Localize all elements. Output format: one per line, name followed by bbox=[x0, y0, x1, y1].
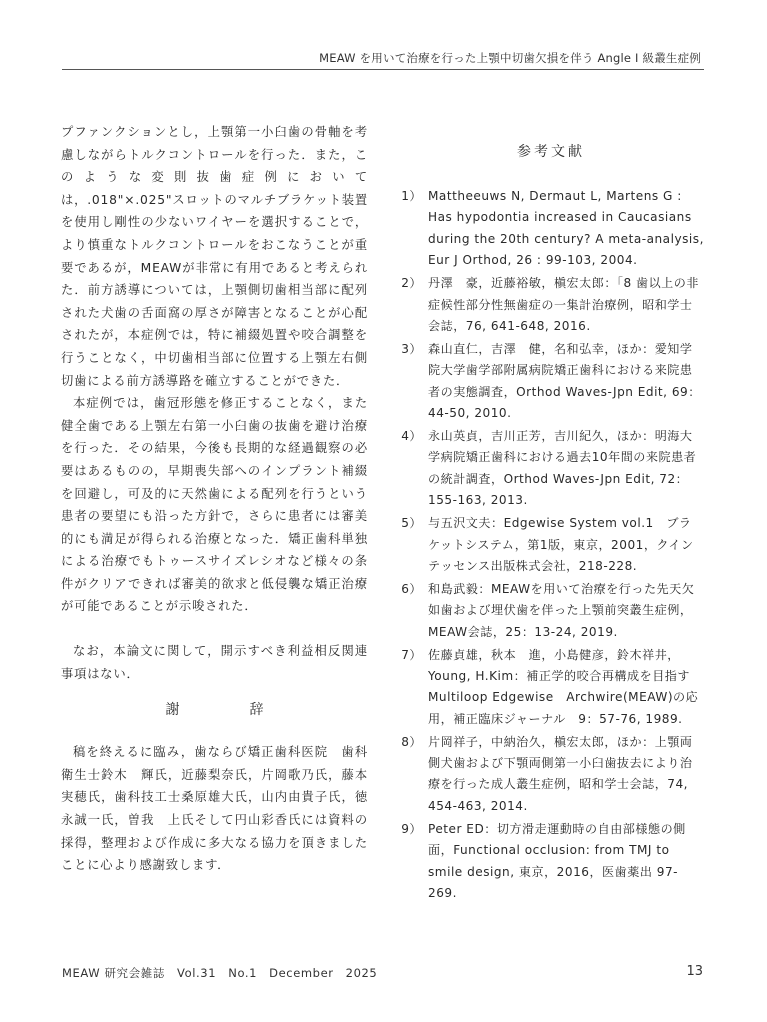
page-number: 13 bbox=[686, 964, 703, 979]
reference-number: 8） bbox=[401, 734, 422, 749]
reference-number: 7） bbox=[401, 647, 422, 662]
reference-number: 4） bbox=[401, 428, 422, 443]
reference-number: 1） bbox=[401, 189, 422, 203]
reference-text: Mattheeuws N, Dermaut L, Martens G : Has hypodontia increased in Caucasians during the 20th century? A meta-analysis, Eur J Orthod, 26 : 99-103, 2004. bbox=[428, 189, 704, 268]
footer-journal-info: MEAW 研究会雑誌 Vol.31 No.1 December 2025 bbox=[62, 966, 378, 980]
reference-text: 片岡祥子，中納治久，槇宏太郎，ほか：上顎両側犬歯および下顎両側第一小臼歯抜去により治療を行った成人叢生症例，昭和学士会誌，74, 454-463, 2014. bbox=[428, 734, 693, 813]
acknowledgment-heading: 謝 辞 bbox=[165, 702, 292, 719]
reference-text: 永山英貞，吉川正芳，吉川紀久，ほか：明海大学病院矯正歯科における過去10年間の来院患者の統計調査，Orthod Waves-Jpn Edit, 72：155-163, 2013. bbox=[428, 428, 697, 508]
reference-number: 6） bbox=[401, 581, 422, 596]
reference-item bbox=[398, 186, 704, 272]
reference-item bbox=[398, 339, 704, 425]
reference-item bbox=[398, 645, 704, 731]
body-paragraph-2: 本症例では，歯冠形態を修正することなく，また健全歯である上顎左右第一小臼歯の抜歯を避け治療を行った．その結果，今後も長期的な経過観察の必要はあるものの，早期喪失部へのインプラント補綴を回避し，可及的に天然歯による配列を行うという患者の要望にも沿った方針で，さらに患者には審美的にも満足が得られる治療となった．矯正歯科単独による治療でもトゥースサイズレシオなど様々の条件がクリアできれば審美的欲求と低侵襲な矯正治療が可能であることが示唆された． bbox=[61, 396, 368, 614]
coi-statement: なお，本論文に関して，開示すべき利益相反関連事項はない． bbox=[61, 644, 368, 681]
reference-item bbox=[398, 819, 704, 905]
reference-number: 9） bbox=[401, 821, 422, 836]
acknowledgment-text: 稿を終えるに臨み，歯ならび矯正歯科医院 歯科衛生士鈴木 輝氏，近藤梨奈氏，片岡歌乃氏，藤本実穂氏，歯科技工士桑原雄大氏，山内由貴子氏，徳永誠一氏，曽我 上氏そして円山彩香氏には資料の採得，整理および作成に多大なる協力を頂きましたことに心より感謝致します． bbox=[61, 745, 368, 873]
body-paragraph-1: プファンクションとし，上顎第一小臼歯の骨軸を考慮しながらトルクコントロールを行った．また，このような変則抜歯症例においては，.018"×.025"スロットのマルチブラケット装置を使用し剛性の少ないワイヤーを選択することで，より慎重なトルクコントロールをおこなうことが重要であるが，MEAWが非常に有用であると考えられた．前方誘導については，上顎側切歯相当部に配列された犬歯の舌面窩の厚さが障害となることが心配されたが，本症例では，特に補綴処置や咬合調整を行うことなく，中切歯相当部に位置する上顎左右側切歯による前方誘導路を確立することができた． bbox=[61, 125, 368, 388]
reference-list bbox=[398, 186, 704, 904]
references-heading: 参考文献 bbox=[517, 144, 585, 160]
reference-number: 2） bbox=[401, 276, 422, 291]
running-header: MEAW を用いて治療を行った上顎中切歯欠損を伴う Angle I 級叢生症例 bbox=[319, 51, 701, 65]
reference-text: 与五沢文夫：Edgewise System vol.1 ブラケットシステム，第1版，東京，2001，クインテッセンス出版株式会社，218-228. bbox=[428, 516, 694, 573]
reference-item bbox=[398, 513, 704, 577]
reference-text: 森山直仁，吉澤 健，名和弘幸，ほか：愛知学院大学歯学部附属病院矯正歯科における来院患者の実態調査，Orthod Waves-Jpn Edit, 69：44-50, 2010. bbox=[428, 341, 701, 421]
header-rule bbox=[62, 69, 704, 70]
reference-number: 3） bbox=[401, 341, 422, 356]
reference-text: 丹澤 豪，近藤裕敏，槇宏太郎：「8 歯以上の非症候性部分性無歯症の一集計治療例，昭和学士会誌，76, 641-648, 2016. bbox=[428, 276, 699, 333]
reference-item bbox=[398, 579, 704, 643]
reference-number: 5） bbox=[401, 516, 422, 531]
reference-item bbox=[398, 732, 704, 818]
reference-item bbox=[398, 426, 704, 512]
reference-text: Peter ED：切方滑走運動時の自由部様態の側面，Functional occlusion: from TMJ to smile design, 東京，2016，医歯薬出 97-269. bbox=[428, 821, 686, 900]
reference-text: 和島武毅：MEAWを用いて治療を行った先天欠如歯および埋伏歯を伴った上顎前突叢生症例，MEAW会誌，25：13-24, 2019. bbox=[428, 581, 695, 639]
right-column bbox=[398, 141, 704, 906]
reference-item bbox=[398, 273, 704, 337]
reference-text: 佐藤貞雄，秋本 進，小島健彦，鈴木祥井，Young, H.Kim：補正学的咬合再構成を目指す Multiloop Edgewise Archwire(MEAW)の応用，補正臨床ジャーナル 9：57-76, 1989. bbox=[428, 647, 699, 726]
left-column bbox=[61, 121, 368, 877]
